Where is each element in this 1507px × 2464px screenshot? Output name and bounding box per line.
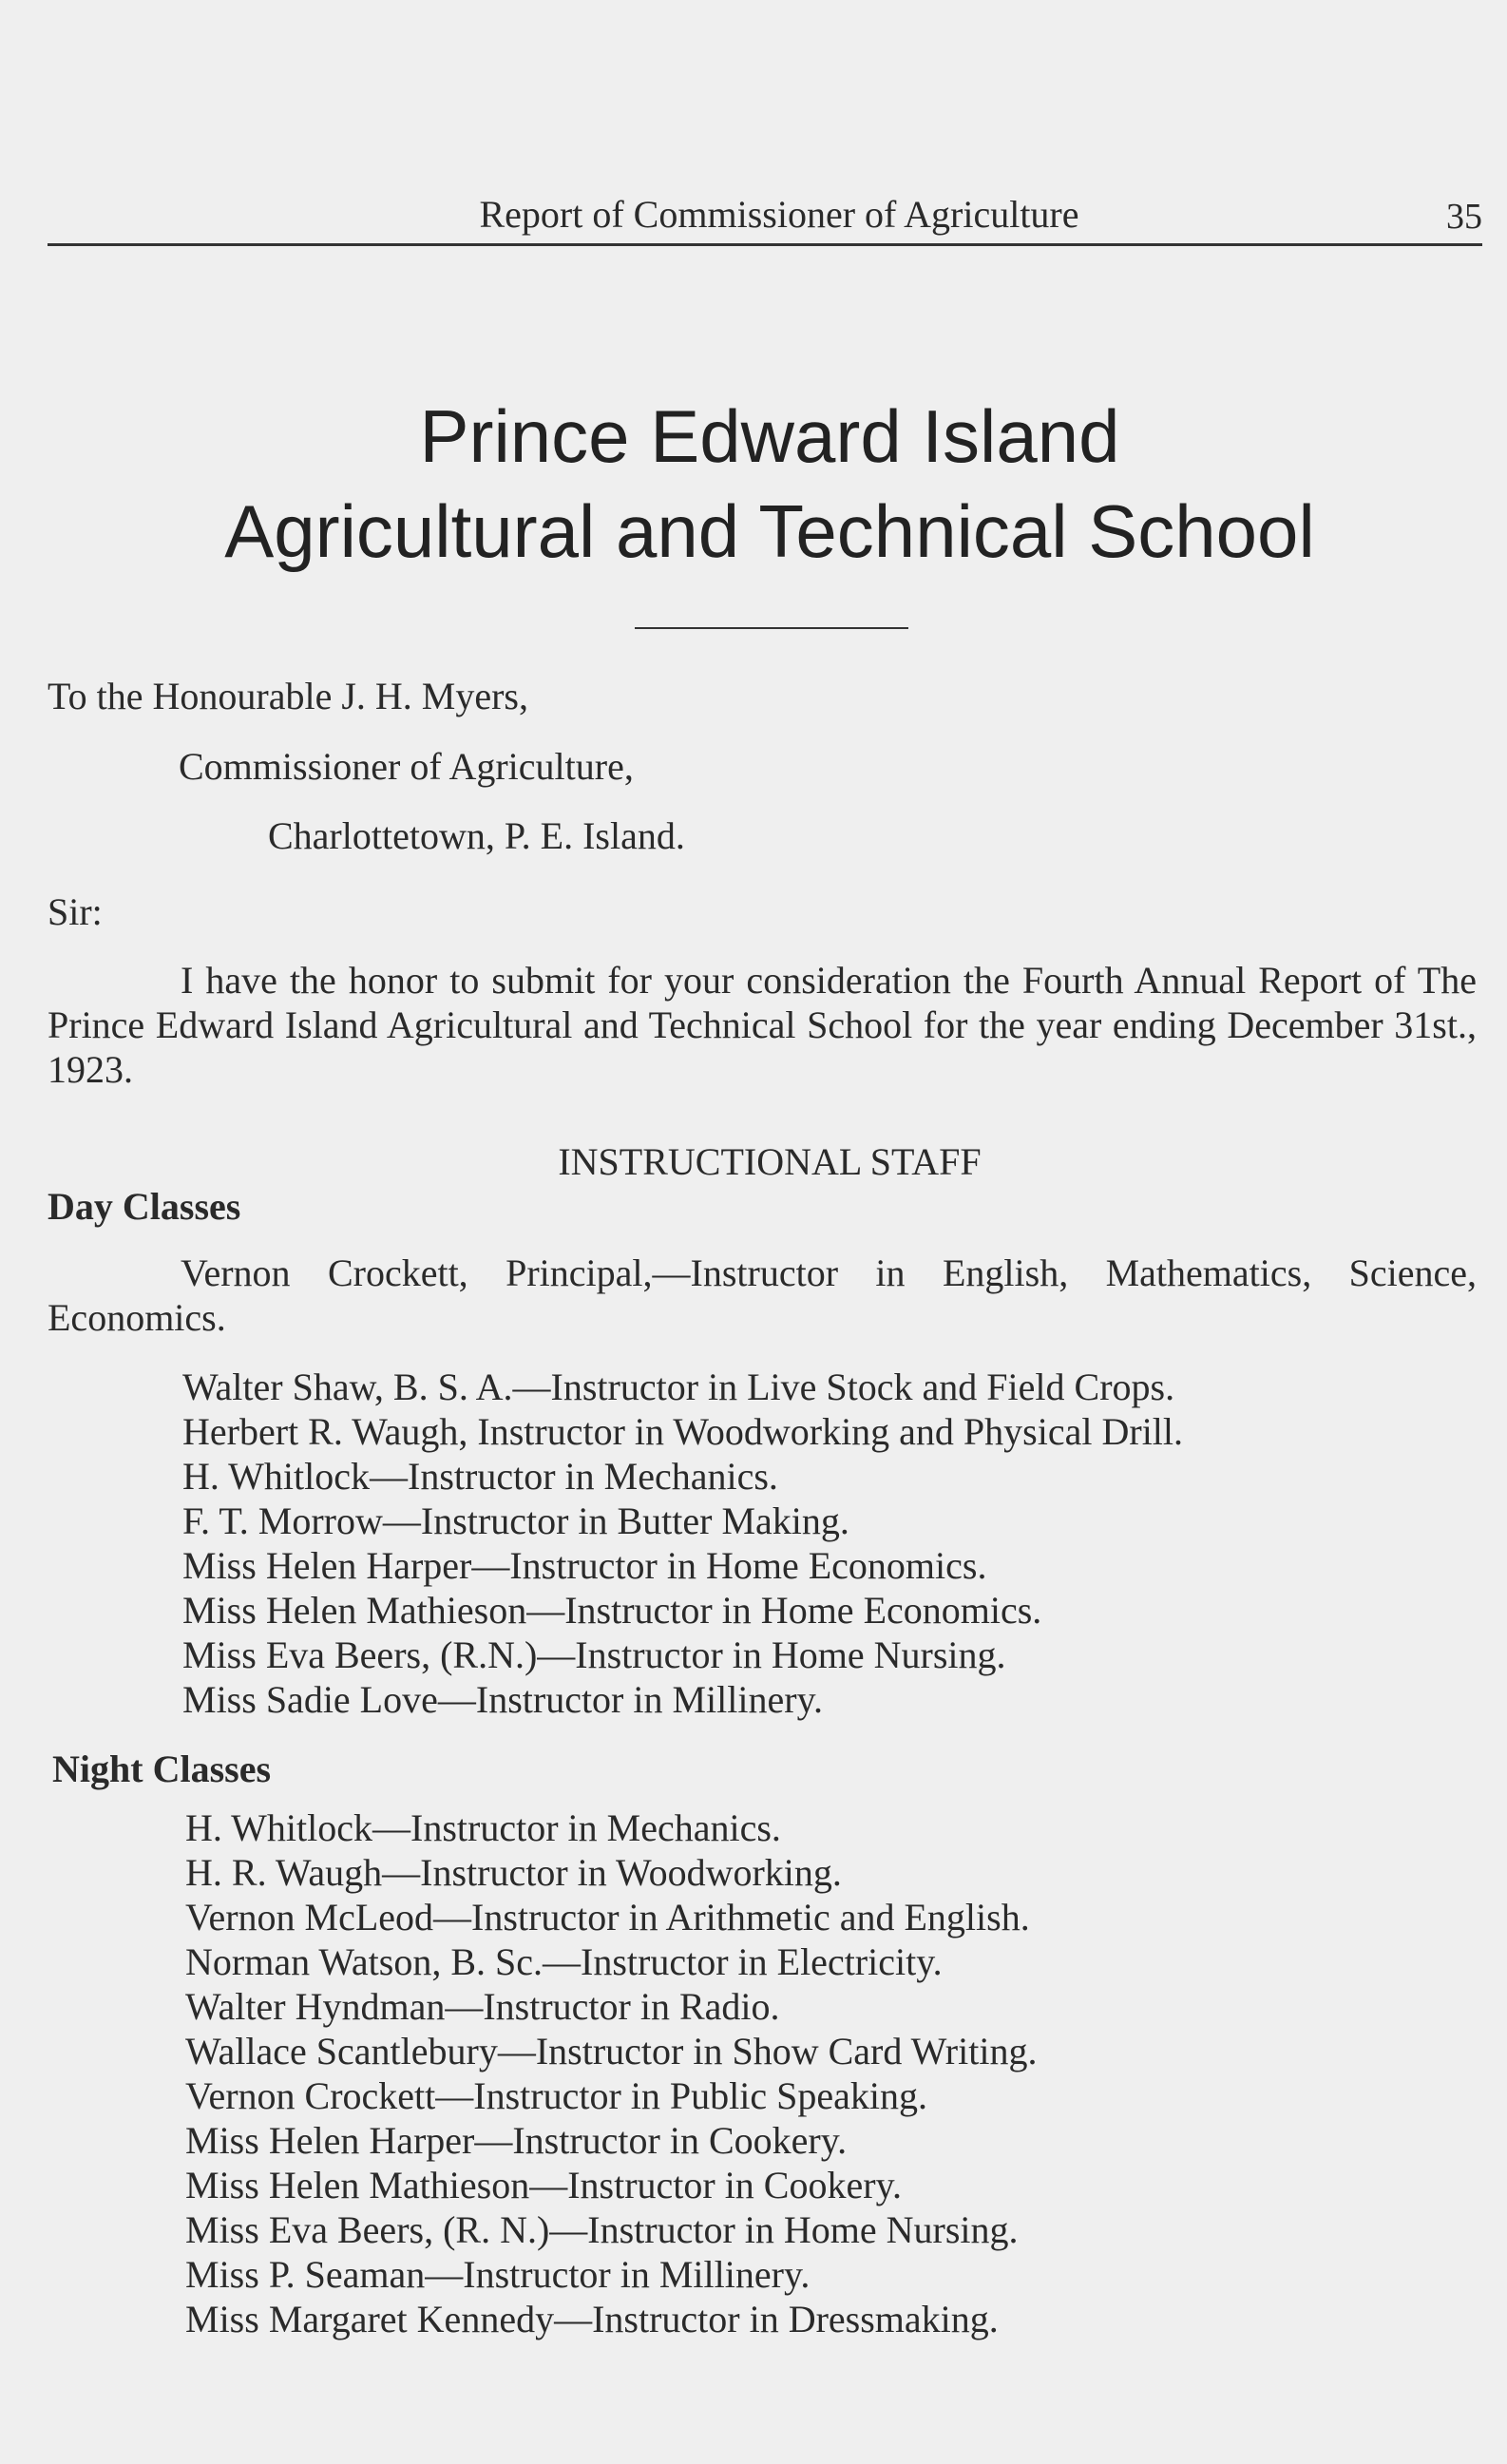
list-item: Walter Hyndman—Instructor in Radio. (185, 1985, 780, 2028)
list-item: H. Whitlock—Instructor in Mechanics. (182, 1455, 778, 1498)
list-item: Herbert R. Waugh, Instructor in Woodworking and Physical Drill. (182, 1410, 1184, 1453)
address-line-2: Commissioner of Agriculture, (179, 745, 634, 788)
list-item: H. Whitlock—Instructor in Mechanics. (185, 1806, 781, 1849)
page-title-line-1: Prince Edward Island (419, 394, 1120, 478)
list-item: Walter Shaw, B. S. A.—Instructor in Live Stock and Field Crops. (182, 1366, 1175, 1408)
page-title-line-2: Agricultural and Technical School (224, 489, 1315, 573)
intro-paragraph: I have the honor to submit for your consideration the Fourth Annual Report of The Prince Edward Island Agricultural and Technical School for the year ending December 31st., 1923. (48, 959, 1477, 1091)
list-item: Wallace Scantlebury—Instructor in Show Card Writing. (185, 2030, 1038, 2072)
title-divider (635, 627, 908, 629)
running-header (48, 186, 1482, 246)
list-item: Norman Watson, B. Sc.—Instructor in Electricity. (185, 1940, 943, 1983)
list-item: Miss Eva Beers, (R. N.)—Instructor in Home Nursing. (185, 2208, 1019, 2251)
list-item: F. T. Morrow—Instructor in Butter Making. (182, 1499, 849, 1542)
address-line-1: To the Honourable J. H. Myers, (48, 675, 528, 717)
address-line-3: Charlottetown, P. E. Island. (268, 814, 685, 857)
day-classes-instructor-list (182, 1365, 1183, 1722)
list-item: Miss Helen Mathieson—Instructor in Cookery. (185, 2164, 902, 2206)
list-item: Miss Eva Beers, (R.N.)—Instructor in Home Nursing. (182, 1633, 1006, 1676)
list-item: Miss Helen Harper—Instructor in Home Economics. (182, 1544, 987, 1587)
list-item: Miss P. Seaman—Instructor in Millinery. (185, 2253, 811, 2296)
night-classes-instructor-list (185, 1805, 1037, 2341)
list-item: Miss Sadie Love—Instructor in Millinery. (182, 1678, 823, 1721)
list-item: Miss Helen Mathieson—Instructor in Home Economics. (182, 1589, 1042, 1632)
salutation: Sir: (48, 890, 103, 933)
running-title: Report of Commissioner of Agriculture (479, 193, 1079, 236)
principal-entry: Vernon Crockett, Principal,—Instructor in English, Mathematics, Science, Economics. (48, 1251, 1477, 1339)
night-classes-heading: Night Classes (52, 1748, 272, 1790)
list-item: H. R. Waugh—Instructor in Woodworking. (185, 1851, 842, 1894)
day-classes-heading: Day Classes (48, 1185, 241, 1228)
list-item: Vernon Crockett—Instructor in Public Speaking. (185, 2074, 927, 2117)
list-item: Vernon McLeod—Instructor in Arithmetic and English. (185, 1896, 1030, 1939)
staff-heading: INSTRUCTIONAL STAFF (558, 1140, 982, 1183)
list-item: Miss Margaret Kennedy—Instructor in Dressmaking. (185, 2298, 999, 2340)
page-number: 35 (1446, 197, 1482, 237)
list-item: Miss Helen Harper—Instructor in Cookery. (185, 2119, 848, 2162)
